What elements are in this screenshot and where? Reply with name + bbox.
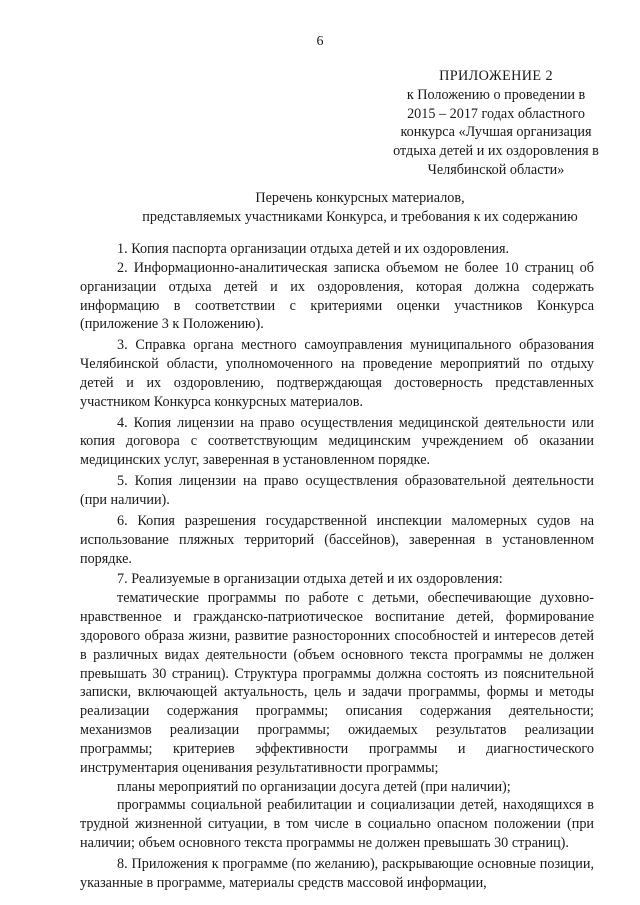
paragraph-leisure-plans: планы мероприятий по организации досуга детей (при наличии); — [117, 778, 511, 795]
paragraph-item-3: 3. Справка органа местного самоуправления муниципального образования Челябинской области, уполномоченного на проведение мероприятий по отдыху детей и их оздоровлению, подтверждающая достоверность представленных участником Конкурса конкурсных материалов. — [80, 337, 594, 410]
appendix-heading: ПРИЛОЖЕНИЕ 2 — [439, 68, 553, 84]
appendix-line: отдыха детей и их оздоровления в — [393, 143, 599, 160]
appendix-line: конкурса «Лучшая организация — [400, 124, 592, 141]
document-title-line: Перечень конкурсных материалов, — [255, 190, 465, 206]
appendix-line: Челябинской области» — [427, 161, 565, 178]
paragraph-thematic-programs: тематические программы по работе с детьми, обеспечивающие духовно-нравственное и гражданско-патриотическое воспитание детей, формирование здорового образа жизни, развитие разносторонних способностей и интересов детей в различных видах деятельности (объем основного текста программы не должен превышать 30 страниц). Структура программы должна состоять из пояснительной записки, включающей актуальность, цель и задачи программы, формы и методы реализации содержания программы; описания содержания деятельности; механизмов реализации программы; ожидаемых результатов реализации программы; критериев эффективности программы и диагностического инструментария оценивания результативности программы; — [80, 590, 594, 776]
paragraph-item-4: 4. Копия лицензии на право осуществления медицинской деятельности или копия договора с соответствующим медицинским учреждением об оказании медицинских услуг, заверенная в установленном порядке. — [80, 414, 594, 469]
paragraph-item-6: 6. Копия разрешения государственной инспекции маломерных судов на использование пляжных территорий (бассейнов), заверенная в установленном порядке. — [80, 512, 594, 567]
appendix-line: 2015 – 2017 годах областного — [407, 105, 585, 122]
paragraph-item-2: 2. Информационно-аналитическая записка объемом не более 10 страниц об организации отдыха детей и их оздоровления, которая должна содержать информацию в соответствии с критериями оценки участников Конкурса (приложение 3 к Положению). — [80, 259, 594, 333]
document-body — [80, 240, 594, 893]
appendix-header — [372, 67, 620, 180]
document-title-line: представляемых участниками Конкурса, и требования к их содержанию — [142, 208, 578, 225]
document-title — [80, 189, 640, 227]
paragraph-item-8: 8. Приложения к программе (по желанию), раскрывающие основные позиции, указанные в программе, материалы средств массовой информации, — [80, 856, 594, 891]
paragraph-social-programs: программы социальной реабилитации и социализации детей, находящихся в трудной жизненной ситуации, в том числе в социально опасном положении (при наличии; объем основного текста программы не должен превышать 30 страниц). — [80, 797, 594, 852]
paragraph-item-7: 7. Реализуемые в организации отдыха детей и их оздоровления: — [117, 571, 503, 588]
paragraph-item-5: 5. Копия лицензии на право осуществления образовательной деятельности (при наличии). — [80, 473, 594, 508]
paragraph-item-1: 1. Копия паспорта организации отдыха детей и их оздоровления. — [117, 241, 510, 257]
page-number: 6 — [316, 34, 324, 49]
appendix-line: к Положению о проведении в — [406, 86, 586, 103]
